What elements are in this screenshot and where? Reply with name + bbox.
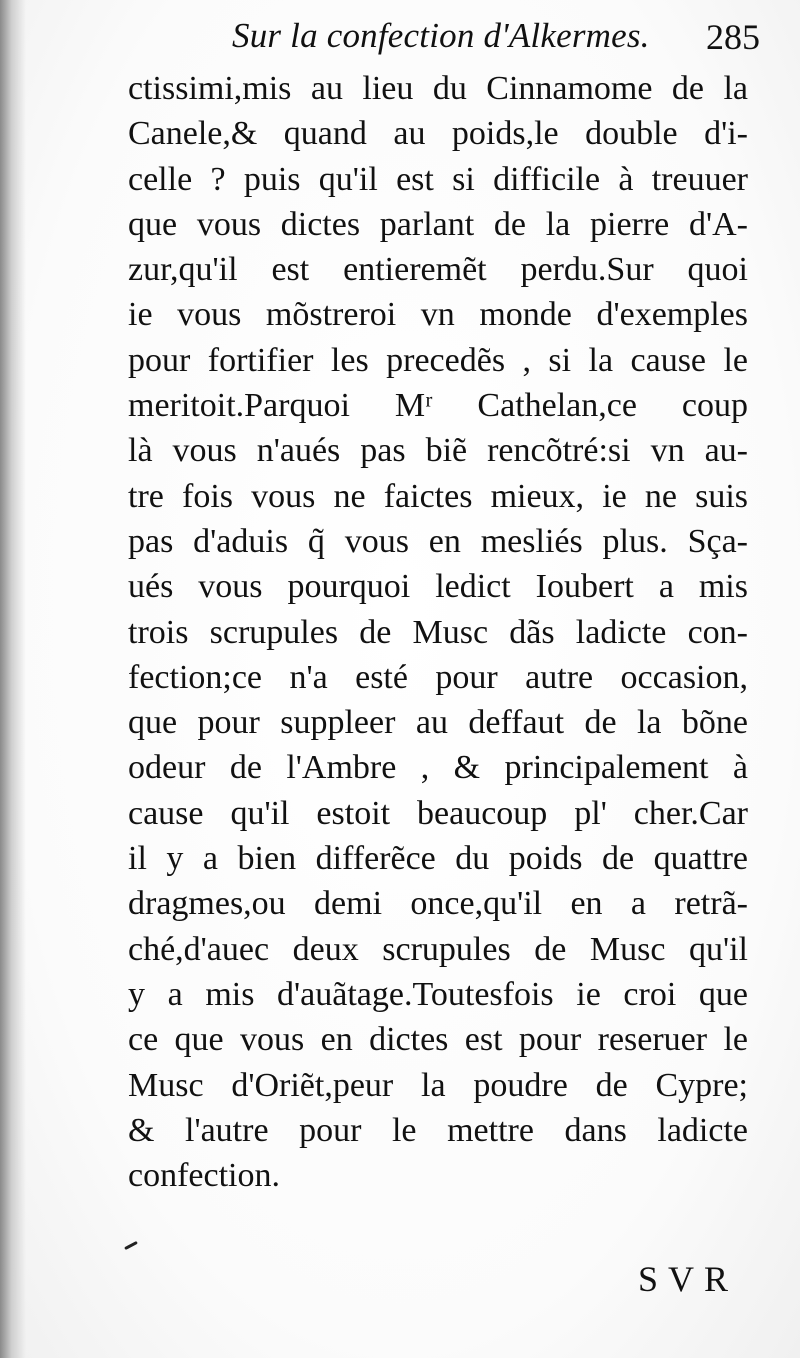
catchword: SVR	[637, 1259, 738, 1299]
text-line: que vous dictes parlant de la pierre d'A-	[128, 205, 748, 243]
text-line: celle ? puis qu'il est si difficile à treuuer	[128, 160, 748, 198]
page-number: 285	[706, 17, 760, 57]
text-line: pas d'aduis q̃ vous en mesliés plus. Sça-	[128, 522, 748, 560]
text-line: ctissimi,mis au lieu du Cinnamome de la	[128, 70, 748, 107]
text-line: ués vous pourquoi ledict Ioubert a mis	[128, 568, 748, 606]
text-line: ce que vous en dictes est pour reseruer le	[128, 1021, 748, 1059]
text-line: meritoit.Parquoi Mʳ Cathelan,ce coup	[128, 387, 748, 425]
text-line: y a mis d'auãtage.Toutesfois ie croi que	[128, 975, 748, 1013]
text-line: zur,qu'il est entieremẽt perdu.Sur quoi	[128, 251, 748, 289]
text-line: il y a bien differẽce du poids de quattre	[128, 840, 748, 878]
text-line: pour fortifier les precedẽs , si la cause le	[128, 341, 748, 379]
running-head	[232, 14, 760, 64]
text-line: dragmes,ou demi once,qu'il en a retrã-	[128, 885, 748, 923]
running-head-title: Sur la confection d'Alkermes.	[232, 16, 650, 55]
text-line: odeur de l'Ambre , & principalement à	[128, 749, 748, 787]
text-line: confection.	[128, 1157, 280, 1195]
text-line: trois scrupules de Musc dãs ladicte con-	[128, 613, 748, 651]
gutter-shadow	[0, 0, 26, 1358]
text-line: là vous n'aués pas biẽ rencõtré:si vn au-	[128, 432, 748, 470]
ink-mark	[124, 1241, 138, 1250]
text-line: & l'autre pour le mettre dans ladicte	[128, 1111, 748, 1149]
body-text	[128, 66, 748, 1198]
text-line: tre fois vous ne faictes mieux, ie ne suis	[128, 477, 748, 515]
text-line: que pour suppleer au deffaut de la bõne	[128, 704, 748, 742]
text-line: fection;ce n'a esté pour autre occasion,	[128, 658, 748, 696]
text-line: Canele,& quand au poids,le double d'i-	[128, 115, 748, 153]
text-line: ché,d'auec deux scrupules de Musc qu'il	[128, 930, 748, 968]
text-line: cause qu'il estoit beaucoup pl' cher.Car	[128, 794, 748, 832]
text-line: ie vous mõstreroi vn monde d'exemples	[128, 296, 748, 334]
text-line: Musc d'Oriẽt,peur la poudre de Cypre;	[128, 1066, 748, 1104]
